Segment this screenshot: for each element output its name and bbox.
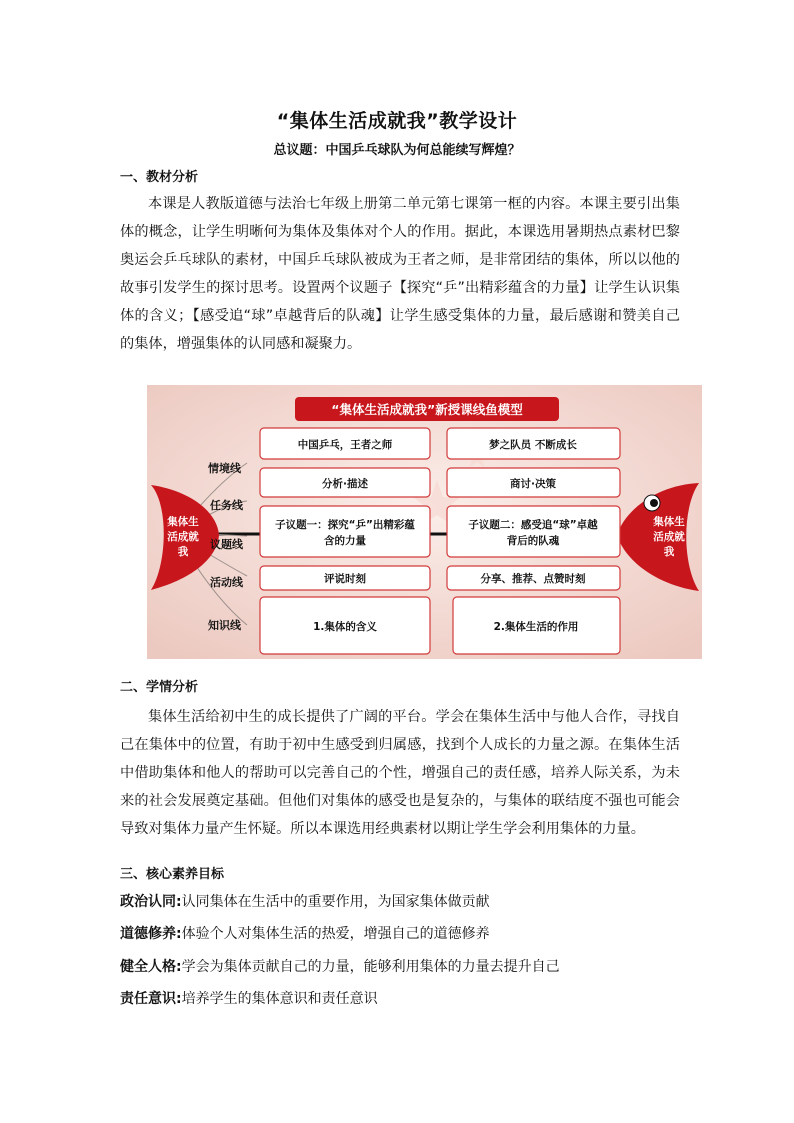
- left-box-1-text: 中国乒乓，王者之师: [297, 439, 393, 451]
- fish-left-text: 集体生: [167, 516, 199, 528]
- line-label-knowledge: 知识线: [208, 619, 241, 632]
- goal-text: 认同集体在生活中的重要作用，为国家集体做贡献: [181, 894, 490, 910]
- banner-text: “集体生活成就我”新授课线鱼模型: [331, 402, 523, 417]
- left-box-3-text: 含的力量: [324, 535, 366, 547]
- goal-label: 责任意识:: [120, 991, 182, 1007]
- section-paragraph-student: 集体生活给初中生的成长提供了广阔的平台。学会在集体生活中与他人合作，寻找自己在集体中的位置，有助于初中生感受到归属感，找到个人成长的力量之源。在集体生活中借助集体和他人的帮助可以完善自己的个性，增强自己的责任感，培养人际关系，为未来的社会发展奠定基础。但他们对集体的感受也是复杂的，与集体的联结度不强也可能会导致对集体力量产生怀疑。所以本课选用经典素材以期让学生学会利用集体的力量。: [120, 709, 680, 837]
- left-box-3-text: 子议题一：探究“乒”出精彩蕴: [275, 519, 415, 531]
- fish-right-text: 活成就: [653, 531, 685, 543]
- goal-personality: [120, 956, 560, 976]
- line-label-issue: 议题线: [210, 538, 243, 551]
- right-box-5-text: 2.集体生活的作用: [493, 621, 579, 633]
- fish-right-text: 集体生: [653, 516, 685, 528]
- right-box-3-text: 背后的队魂: [506, 535, 560, 547]
- right-box-2-text: 商讨·决策: [510, 478, 556, 490]
- document-subtitle: 总议题：中国乒乓球队为何总能续写辉煌？: [273, 143, 521, 158]
- goal-label: 政治认同:: [120, 894, 182, 910]
- goal-responsibility: [120, 988, 378, 1008]
- goal-text: 学会为集体贡献自己的力量，能够利用集体的力量去提升自己: [181, 959, 560, 975]
- section-heading-student: 二、学情分析: [120, 680, 199, 695]
- left-box-3: [260, 506, 430, 557]
- goal-label: 健全人格:: [120, 959, 182, 975]
- left-box-2-text: 分析·描述: [322, 478, 368, 490]
- fishbone-diagram: [147, 385, 702, 659]
- goal-text: 体验个人对集体生活的热爱，增强自己的道德修养: [181, 926, 490, 942]
- right-box-3: [447, 506, 620, 557]
- line-label-situation: 情境线: [208, 462, 241, 475]
- section-heading-goals: 三、核心素养目标: [120, 867, 225, 882]
- right-box-4-text: 分享、推荐、点赞时刻: [480, 573, 586, 585]
- fish-left-text: 活成就: [167, 531, 199, 543]
- document-title: “集体生活成就我”教学设计: [276, 110, 518, 132]
- goal-label: 道德修养:: [120, 926, 182, 942]
- section-heading-textbook: 一、教材分析: [120, 170, 199, 185]
- goal-moral: [120, 923, 490, 943]
- goal-text: 培养学生的集体意识和责任意识: [181, 991, 378, 1007]
- goal-political: [120, 891, 490, 911]
- fish-pupil: [650, 499, 658, 507]
- right-box-3-text: 子议题二：感受追“球”卓越: [468, 519, 598, 531]
- right-box-1-text: 梦之队员 不断成长: [489, 439, 577, 451]
- left-box-5-text: 1.集体的含义: [313, 621, 377, 633]
- line-label-activity: 活动线: [210, 576, 243, 589]
- section-paragraph-textbook: 本课是人教版道德与法治七年级上册第二单元第七课第一框的内容。本课主要引出集体的概念，让学生明晰何为集体及集体对个人的作用。据此，本课选用暑期热点素材巴黎奥运会乒乓球队的素材，中国乒乓球队被成为王者之师，是非常团结的集体，所以以他的故事引发学生的探讨思考。设置两个议题子【探究“乒”出精彩蕴含的力量】让学生认识集体的含义；【感受追“球”卓越背后的队魂】让学生感受集体的力量，最后感谢和赞美自己的集体，增强集体的认同感和凝聚力。: [120, 196, 680, 352]
- line-label-task: 任务线: [210, 499, 243, 512]
- fish-left-text: 我: [177, 546, 189, 558]
- left-box-4-text: 评说时刻: [324, 573, 366, 585]
- fish-right-text: 我: [663, 546, 675, 558]
